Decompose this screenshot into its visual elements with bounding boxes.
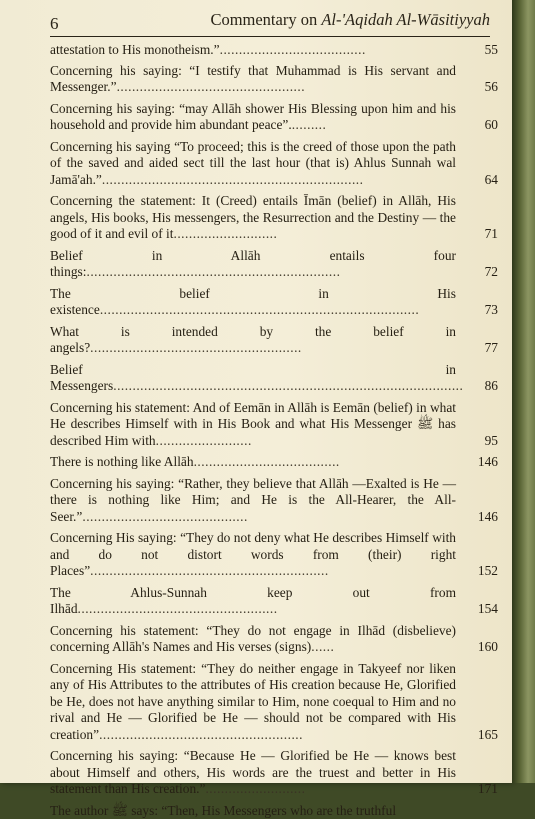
dot-leader: .............................................................. [90,563,329,578]
toc-entry [50,530,492,580]
table-of-contents [50,36,492,819]
toc-entry-text: Concerning his saying: “may Allāh shower His Blessing upon him and his household and provide him abundant peace”. [50,101,456,133]
dot-leader: .................................................................... [102,172,364,187]
toc-entry-text: Concerning the statement: It (Creed) entails Īmān (belief) in Allāh, His angels, His books, His messengers, the Resurrection and the Destiny — the good of it and evil of it [50,193,456,241]
toc-entry [50,286,492,319]
book-spine [512,0,535,783]
toc-entry-page: 72 [468,264,498,281]
toc-entry [50,42,492,59]
toc-entry-page: 71 [468,226,498,243]
toc-entry [50,661,492,744]
toc-entry-page: 56 [468,79,498,96]
dot-leader: ................................................................................... [100,302,419,317]
dot-leader: ...................................... [194,454,340,469]
dot-leader: ......................... [156,433,252,448]
running-title-italic: Al-'Aqidah Al-Wāsitiyyah [321,10,490,29]
toc-entry-page: 152 [468,563,498,580]
toc-entry-page: 77 [468,340,498,357]
toc-entry-text: Concerning his saying: “Because He — Glorified be He — knows best about Himself and others, His words are the truest and better in His statement than His creation.” [50,748,456,796]
toc-entry-text: Concerning his statement: “They do not engage in Ilhād (disbelieve) concerning Allāh's Names and His verses (signs) [50,623,456,655]
toc-entry-text: Concerning His saying: “They do not deny what He describes Himself with and do not distort words from (their) right Places” [50,530,456,578]
running-header [50,8,490,37]
toc-entry-page: 55 [468,42,498,59]
toc-entry-text: The Ahlus-Sunnah keep out from Ilhād [50,585,456,617]
toc-entry-text: Concerning his saying: “I testify that Muhammad is His servant and Messenger.” [50,63,456,95]
toc-entry-page: 64 [468,172,498,189]
toc-entry [50,585,492,618]
toc-entry-page: 171 [468,781,498,798]
toc-entry-text: Concerning his statement: And of Eemān in Allāh is Eemān (belief) in what He describes Himself with in His Book and what His Messenger ﷺ has described Him with [50,400,456,448]
toc-entry [50,748,492,798]
toc-entry [50,101,492,134]
toc-entry-text: There is nothing like Allāh [50,454,194,469]
dot-leader: ......... [292,117,327,132]
dot-leader: ....................................................... [90,340,302,355]
dot-leader: ...... [311,639,334,654]
toc-entry-page: 86 [468,378,498,395]
dot-leader: ................................................. [117,79,306,94]
toc-entry-page: 154 [468,601,498,618]
toc-entry-text: Belief in Messengers [50,362,456,394]
toc-entry-text: The belief in His existence [50,286,456,318]
dot-leader: .................................................................. [86,264,340,279]
dot-leader: ...................................... [220,42,366,57]
dot-leader: .......................... [205,781,305,796]
toc-entry [50,193,492,243]
dot-leader: ........................................... [82,509,247,524]
dot-leader: .................................................... [78,601,278,616]
toc-entry-text: The author ﷺ says: “Then, His Messengers who are the truthful [50,803,396,818]
toc-entry-text: attestation to His monotheism.” [50,42,220,57]
toc-entry [50,623,492,656]
toc-entry-text: Concerning His statement: “They do neither engage in Takyeef nor liken any of His Attributes to the attributes of His creation because He, Glorified be He, does not have anything similar to Him, none coequal to Him and no rival and He — Glorified be He — should not be compared with His creation” [50,661,456,742]
toc-entry [50,63,492,96]
toc-entry [50,362,492,395]
toc-entry-page: 165 [468,727,498,744]
toc-entry-text: Concerning his saying “To proceed; this is the creed of those upon the path of the saved and aided sect till the last hour (that is) Ahlus Sunnah wal Jamā'ah.” [50,139,456,187]
toc-entry-page: 95 [468,433,498,450]
toc-entry-text: Belief in Allāh entails four things: [50,248,456,280]
toc-entry-page: 146 [468,454,498,471]
dot-leader: ........................... [173,226,277,241]
toc-entry-page: 160 [468,639,498,656]
toc-entry-text: Concerning his saying: “Rather, they believe that Allāh —Exalted is He — there is nothing like Him; and He is the All-Hearer, the All-Seer.” [50,476,456,524]
toc-entry-page: 60 [468,117,498,134]
running-title-prefix: Commentary on [210,10,321,29]
toc-entry [50,139,492,189]
toc-entry [50,324,492,357]
toc-entry [50,454,492,471]
toc-entry-page: 146 [468,509,498,526]
toc-entry [50,803,492,819]
page-number: 6 [50,14,59,34]
dot-leader: ..................................................... [99,727,303,742]
dot-leader: ........................................................................................... [113,378,463,393]
running-title [210,10,490,30]
toc-entry [50,400,492,450]
toc-entry [50,248,492,281]
toc-entry-text: What is intended by the belief in angels? [50,324,456,356]
toc-entry-page: 73 [468,302,498,319]
toc-entry [50,476,492,526]
